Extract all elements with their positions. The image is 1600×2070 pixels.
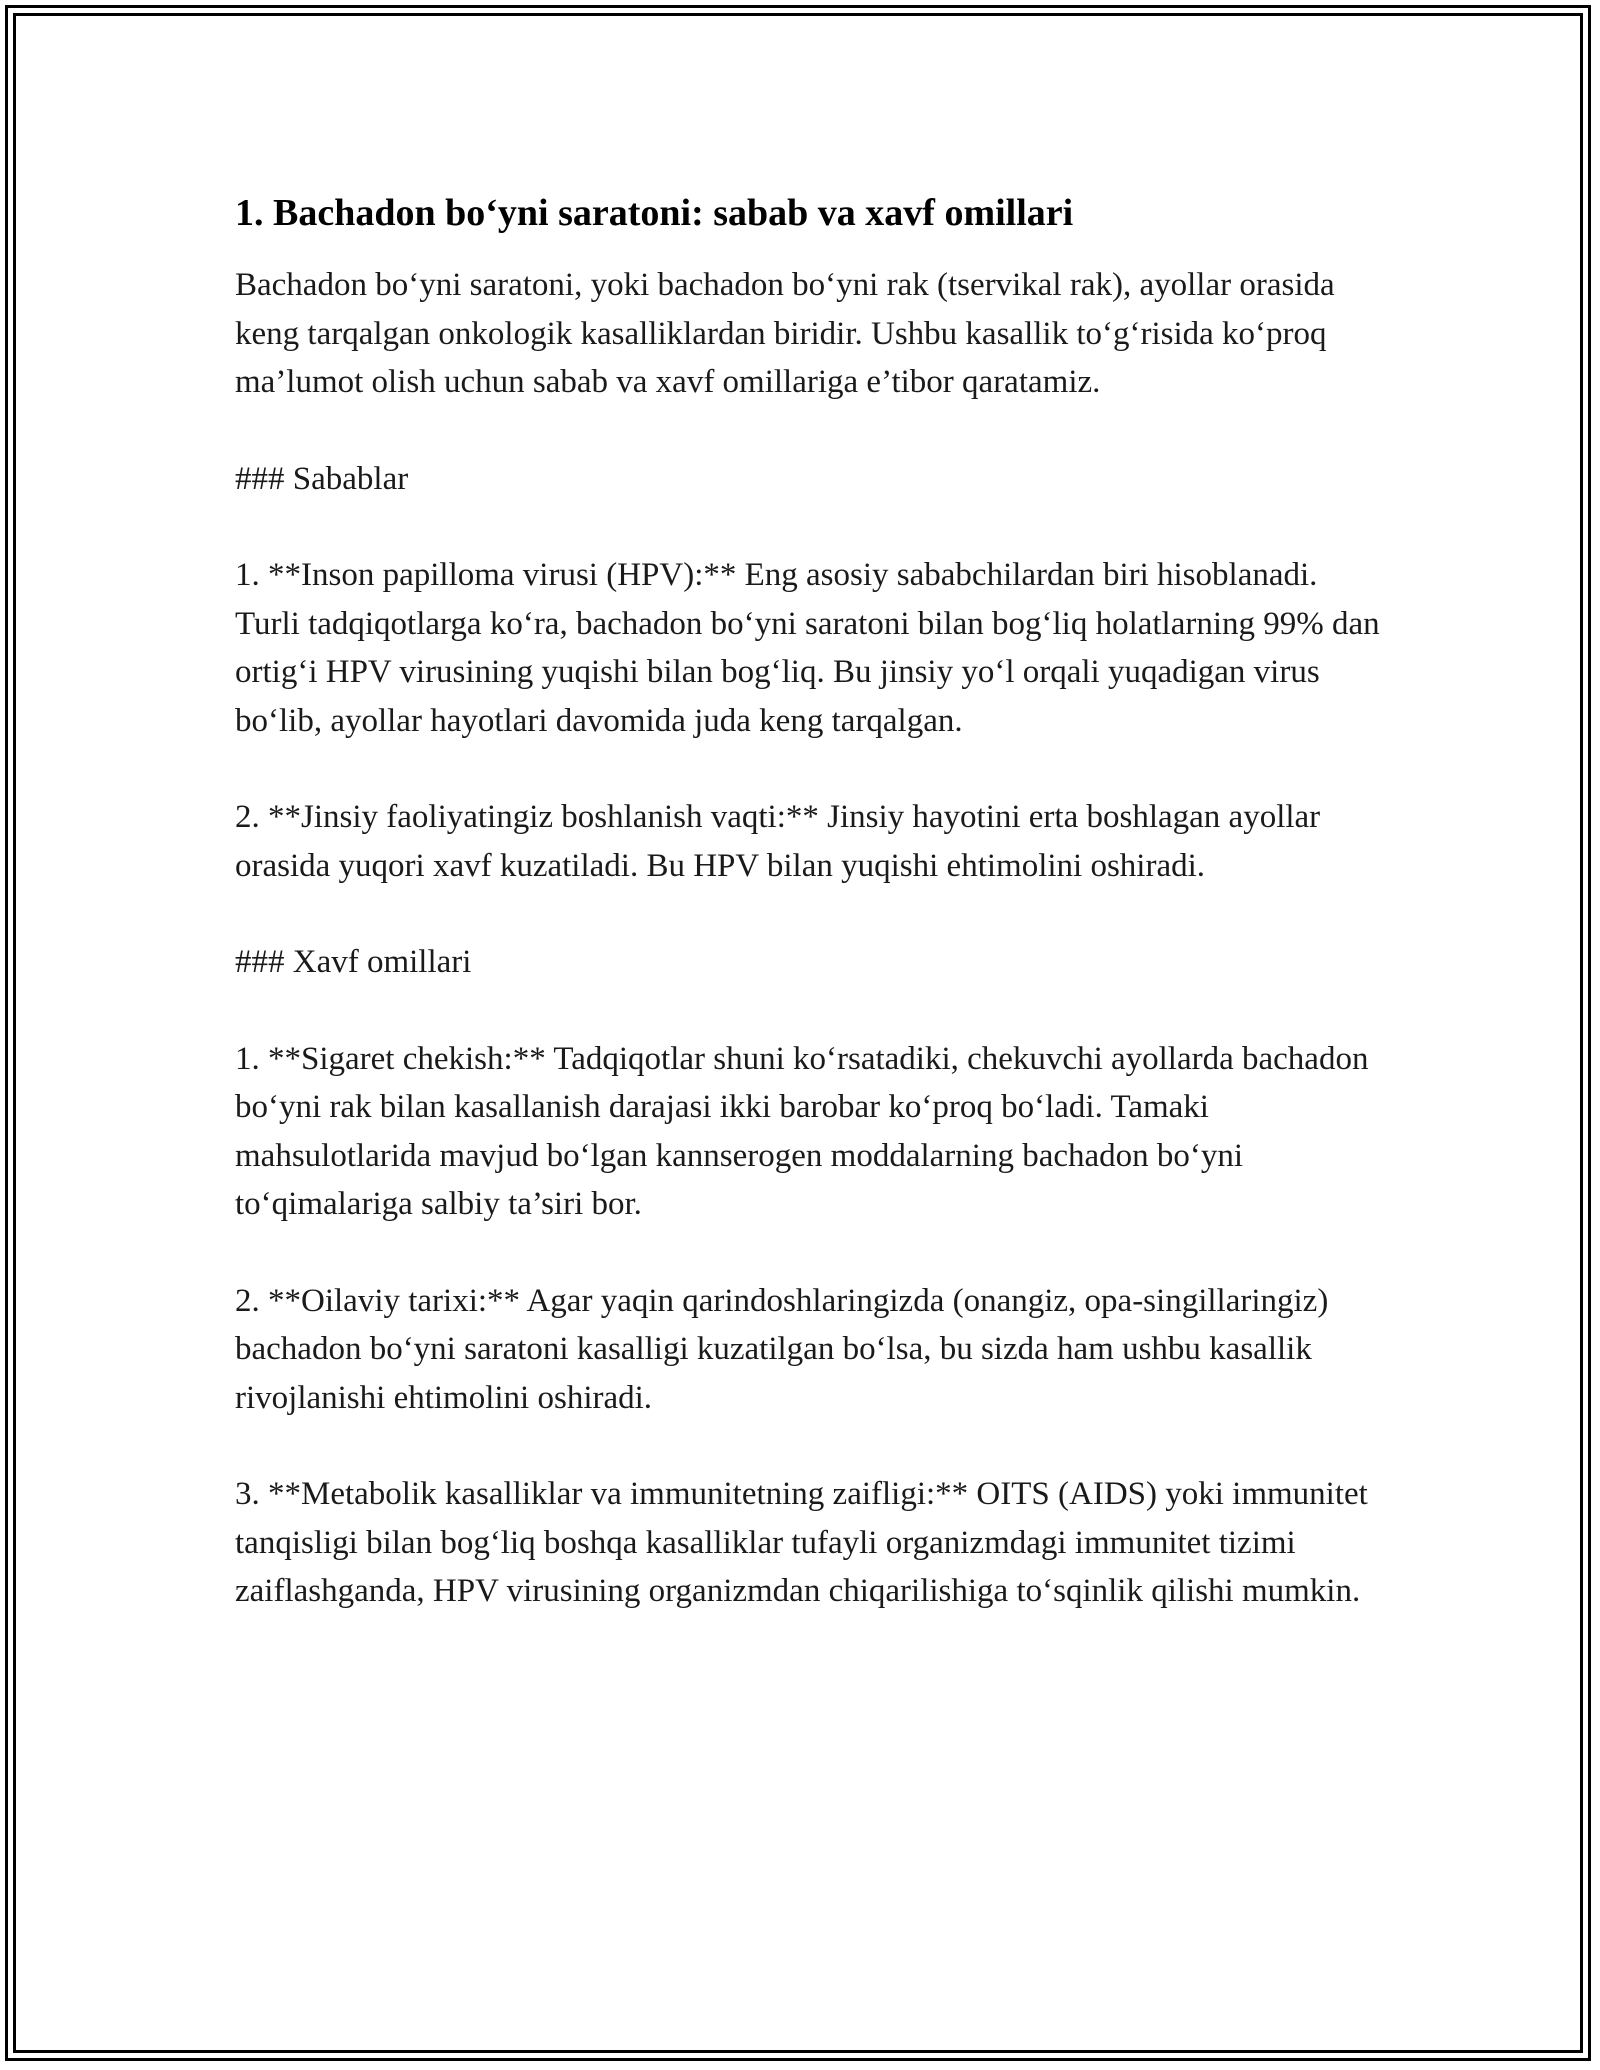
cause-item-sexual-activity: 2. **Jinsiy faoliyatingiz boshlanish vaqti:** Jinsiy hayotini erta boshlagan ayollar orasida yuqori xavf kuzatiladi. Bu HPV bilan yuqishi ehtimolini oshiradi. (235, 799, 1321, 884)
risk-item-family-history: 2. **Oilaviy tarixi:** Agar yaqin qarindoshlaringizda (onangiz, opa-singillaringiz) bachadon bo‘yni saratoni kasalligi kuzatilgan bo‘lsa, bu sizda ham ushbu kasallik rivojlanishi ehtimolini oshiradi. (235, 1282, 1329, 1416)
intro-paragraph: Bachadon bo‘yni saratoni, yoki bachadon bo‘yni rak (tservikal rak), ayollar orasida keng tarqalgan onkologik kasalliklardan biridir. Ushbu kasallik to‘g‘risida ko‘proq ma’lumot olish uchun sabab va xavf omillariga e’tibor qaratamiz. (235, 267, 1335, 400)
document-title: 1. Bachadon bo‘yni saratoni: sabab va xavf omillari (235, 192, 1074, 234)
risk-item-smoking: 1. **Sigaret chekish:** Tadqiqotlar shuni ko‘rsatadiki, chekuvchi ayollarda bachadon bo‘yni rak bilan kasallanish darajasi ikki barobar ko‘proq bo‘ladi. Tamaki mahsulotlarida mavjud bo‘lgan kannserogen moddalarning bachadon bo‘yni to‘qimalariga salbiy ta’siri bor. (235, 1040, 1369, 1222)
section-heading-causes: ### Sabablar (235, 460, 409, 497)
cause-item-hpv: 1. **Inson papilloma virusi (HPV):** Eng asosiy sababchilardan biri hisoblanadi. Turli tadqiqotlarga ko‘ra, bachadon bo‘yni saratoni bilan bog‘liq holatlarning 99% dan ortig‘i HPV virusining yuqishi bilan bog‘liq. Bu jinsiy yo‘l orqali yuqadigan virus bo‘lib, ayollar hayotlari davomida juda keng tarqalgan. (235, 557, 1380, 739)
section-heading-risk-factors: ### Xavf omillari (235, 944, 472, 980)
document-body (235, 187, 1385, 1664)
risk-item-immunity: 3. **Metabolik kasalliklar va immunitetning zaifligi:** OITS (AIDS) yoki immunitet tanqisligi bilan bog‘liq boshqa kasalliklar tufayli organizmdagi immunitet tizimi zaiflashganda, HPV virusining organizmdan chiqarilishiga to‘sqinlik qilishi mumkin. (235, 1476, 1368, 1609)
